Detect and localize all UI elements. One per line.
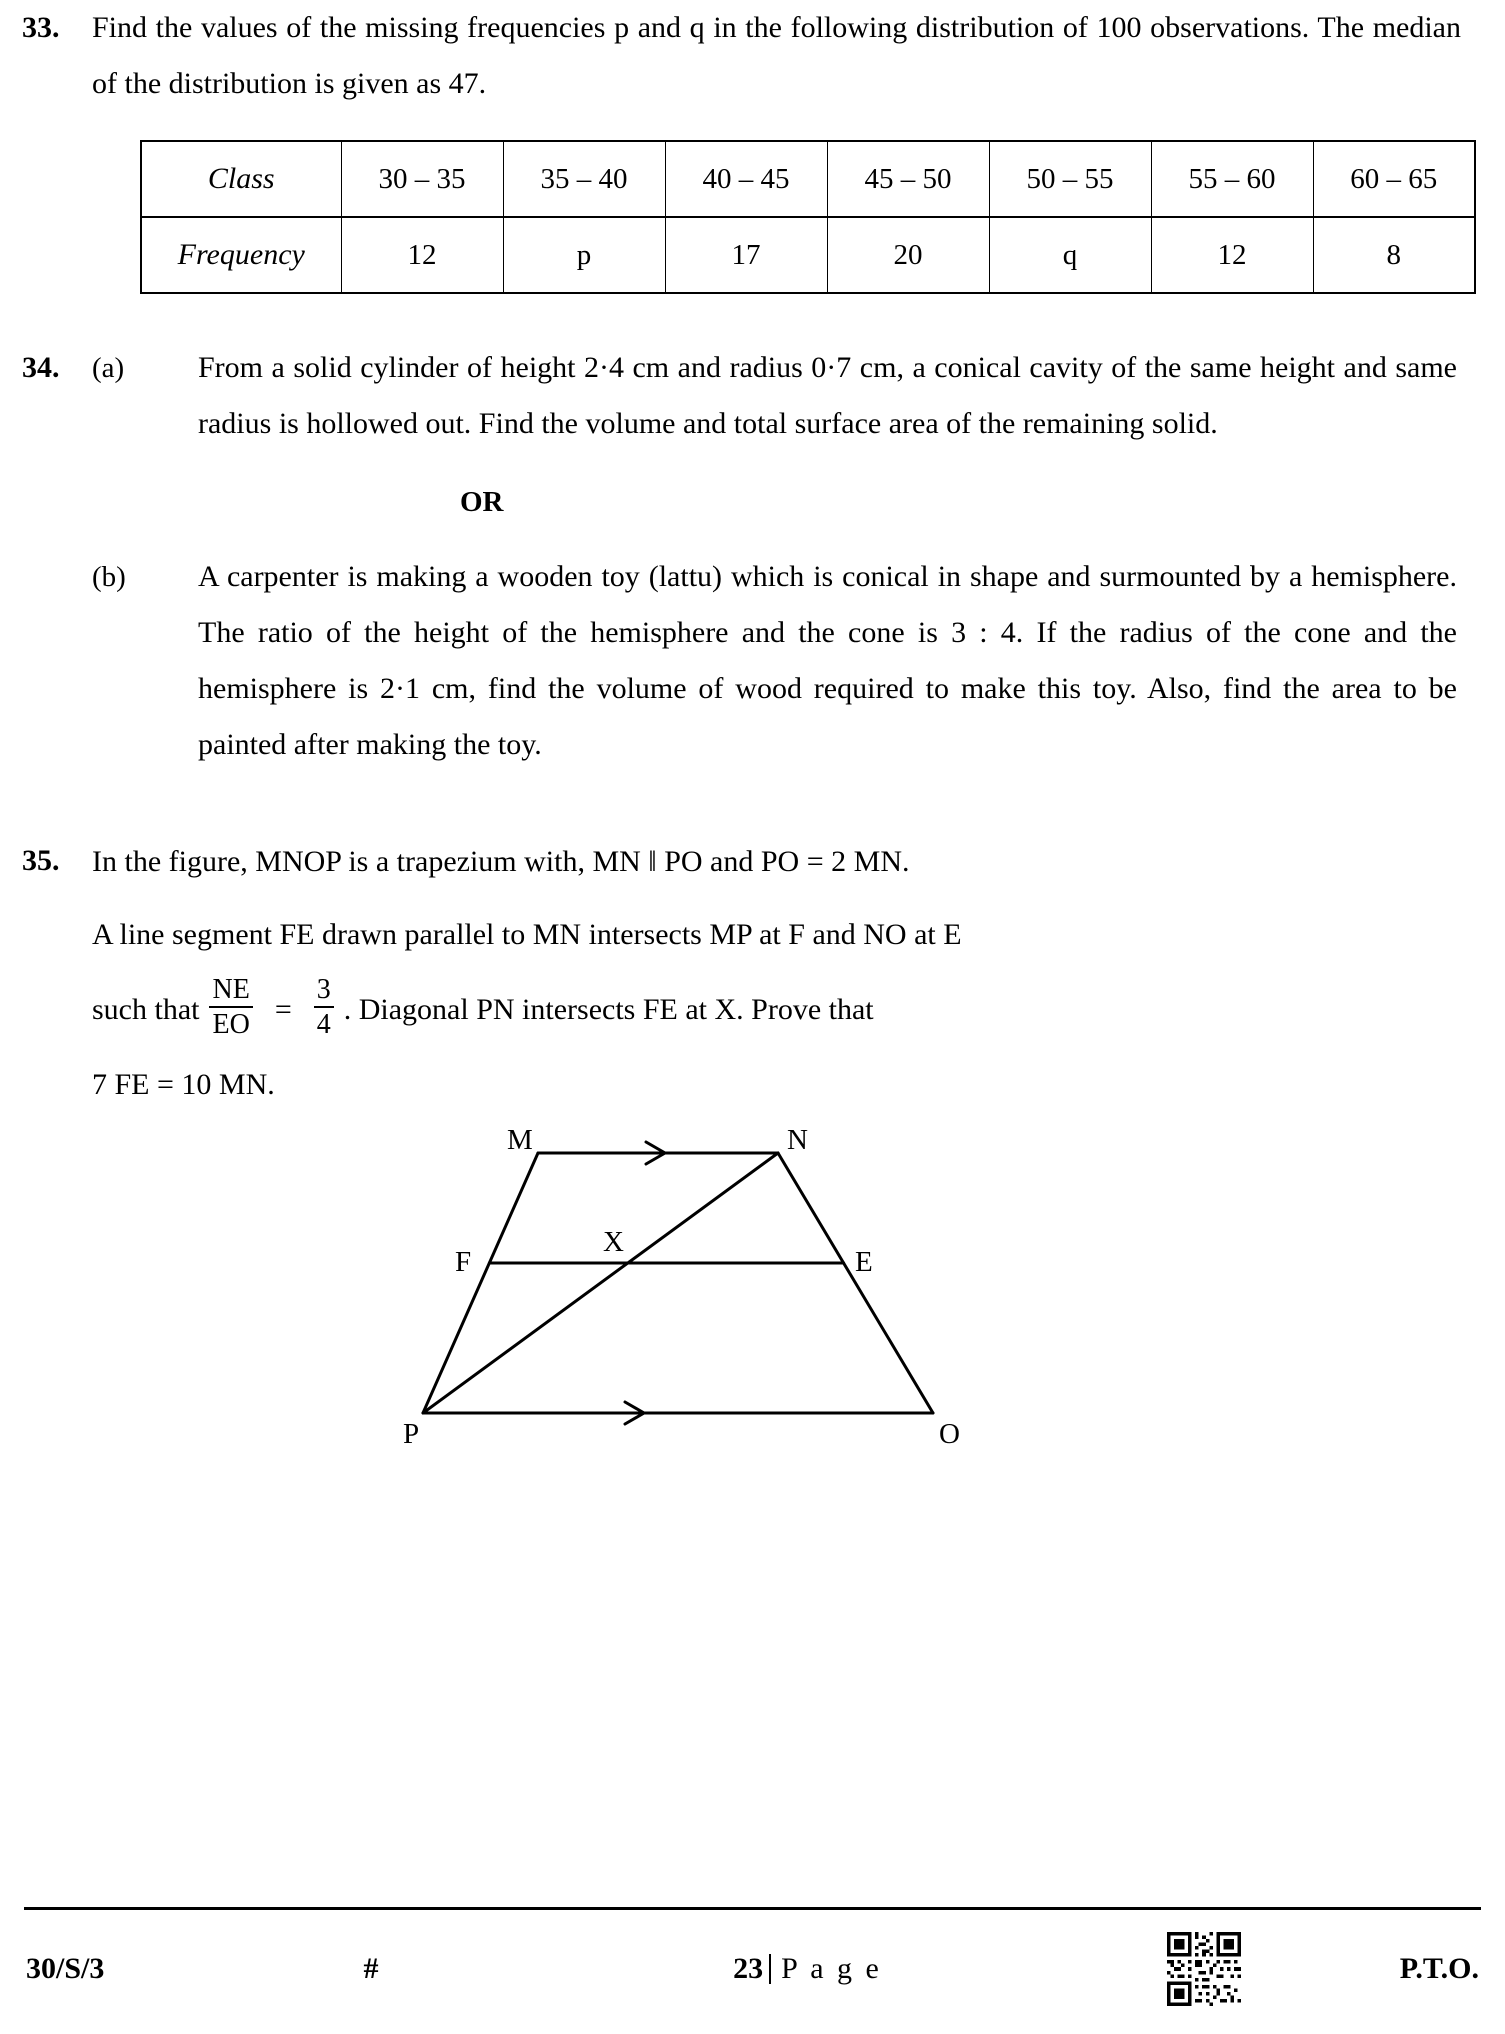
- figure-label-M: M: [506, 1123, 533, 1156]
- footer-hash: #: [363, 1952, 379, 1985]
- page-footer: [0, 1907, 1505, 2006]
- figure-label-O: O: [938, 1417, 960, 1450]
- fraction-ne-eo: [209, 975, 252, 1040]
- qr-code-icon: [1167, 1932, 1241, 2006]
- table-cell-frequency-6: 8: [1313, 217, 1475, 293]
- table-cell-class-1: 35 – 40: [503, 141, 665, 217]
- footer-divider: [24, 1907, 1481, 1910]
- table-cell-frequency-1: p: [503, 217, 665, 293]
- question-35-line-3-prefix: such that: [92, 992, 200, 1026]
- or-divider: OR: [460, 486, 504, 518]
- question-33-number: 33.: [22, 11, 60, 44]
- fraction-denominator-4: 4: [316, 1009, 331, 1041]
- qr-code-wrapper: [1109, 1932, 1299, 2006]
- question-33: [0, 0, 1505, 112]
- table-cell-class-0: 30 – 35: [341, 141, 503, 217]
- figure-label-F: F: [454, 1245, 471, 1278]
- question-35-line-3: [92, 974, 1457, 1042]
- table-row-frequency: [141, 217, 1475, 293]
- footer-content: [26, 1932, 1479, 2006]
- frequency-table: [140, 140, 1476, 294]
- question-34-b-text: A carpenter is making a wooden toy (lattu) which is conical in shape and surmounted by a hemisphere. The ratio of the height of the hemisphere and the cone is 3 : 4. If the radius of the cone and the hemisphere is 2·1 cm, find the volume of wood required to make this toy. Also, find the area to be painted after making the toy.: [198, 560, 1457, 761]
- question-34-b-label: (b): [92, 561, 126, 593]
- equals-sign: =: [274, 992, 292, 1026]
- frequency-table-wrapper: [140, 140, 1505, 294]
- fraction-numerator-ne: NE: [209, 975, 252, 1008]
- fraction-numerator-3: 3: [314, 975, 334, 1008]
- table-row-class: [141, 141, 1475, 217]
- segment-MP: [423, 1153, 538, 1413]
- fraction-three-fourths: [314, 975, 334, 1040]
- paper-code: 30/S/3: [26, 1952, 105, 1985]
- figure-label-E: E: [854, 1245, 873, 1278]
- trapezium-figure: [403, 1123, 1103, 1453]
- table-cell-frequency-4: q: [989, 217, 1151, 293]
- table-rowheader-frequency: Frequency: [141, 217, 341, 293]
- table-cell-class-2: 40 – 45: [665, 141, 827, 217]
- figure-label-P: P: [402, 1417, 419, 1450]
- table-cell-frequency-5: 12: [1151, 217, 1313, 293]
- table-cell-frequency-2: 17: [665, 217, 827, 293]
- question-34-a-text: From a solid cylinder of height 2·4 cm and radius 0·7 cm, a conical cavity of the same height and same radius is hollowed out. Find the volume and total surface area of the remaining solid.: [198, 351, 1457, 440]
- question-35-line-4: 7 FE = 10 MN.: [92, 1067, 275, 1101]
- page-word: P a g e: [781, 1952, 882, 1985]
- question-35-line-2: A line segment FE drawn parallel to MN intersects MP at F and NO at E: [92, 918, 962, 951]
- table-cell-class-3: 45 – 50: [827, 141, 989, 217]
- diagonal-PN: [423, 1153, 778, 1413]
- segment-NO: [778, 1153, 933, 1413]
- question-34-part-a: [0, 340, 1505, 452]
- question-34-a-label: (a): [92, 352, 125, 384]
- figure-label-N: N: [786, 1123, 808, 1156]
- table-cell-frequency-3: 20: [827, 217, 989, 293]
- question-35-line-3-suffix: . Diagonal PN intersects FE at X. Prove that: [343, 992, 874, 1026]
- table-rowheader-class: Class: [141, 141, 341, 217]
- trapezium-figure-wrapper: [0, 1123, 1505, 1453]
- question-35: [0, 833, 1505, 1113]
- page-indicator: [506, 1952, 1109, 1986]
- table-cell-class-6: 60 – 65: [1313, 141, 1475, 217]
- figure-label-X: X: [602, 1225, 624, 1258]
- question-34-number: 34.: [22, 351, 60, 384]
- question-33-text: Find the values of the missing frequencies p and q in the following distribution of 100 observations. The median of the distribution is given as 47.: [92, 11, 1461, 100]
- table-cell-class-4: 50 – 55: [989, 141, 1151, 217]
- table-cell-class-5: 55 – 60: [1151, 141, 1313, 217]
- page-separator: [769, 1954, 771, 1984]
- question-35-number: 35.: [22, 844, 60, 877]
- question-35-body: [92, 833, 1505, 1113]
- pto-label: P.T.O.: [1399, 1952, 1479, 1985]
- fraction-denominator-eo: EO: [212, 1009, 250, 1041]
- table-cell-frequency-0: 12: [341, 217, 503, 293]
- page-number: 23: [733, 1952, 764, 1985]
- question-35-line-1: In the figure, MNOP is a trapezium with, MN ‖ PO and PO = 2 MN.: [92, 845, 910, 878]
- question-34-part-b: [0, 549, 1505, 773]
